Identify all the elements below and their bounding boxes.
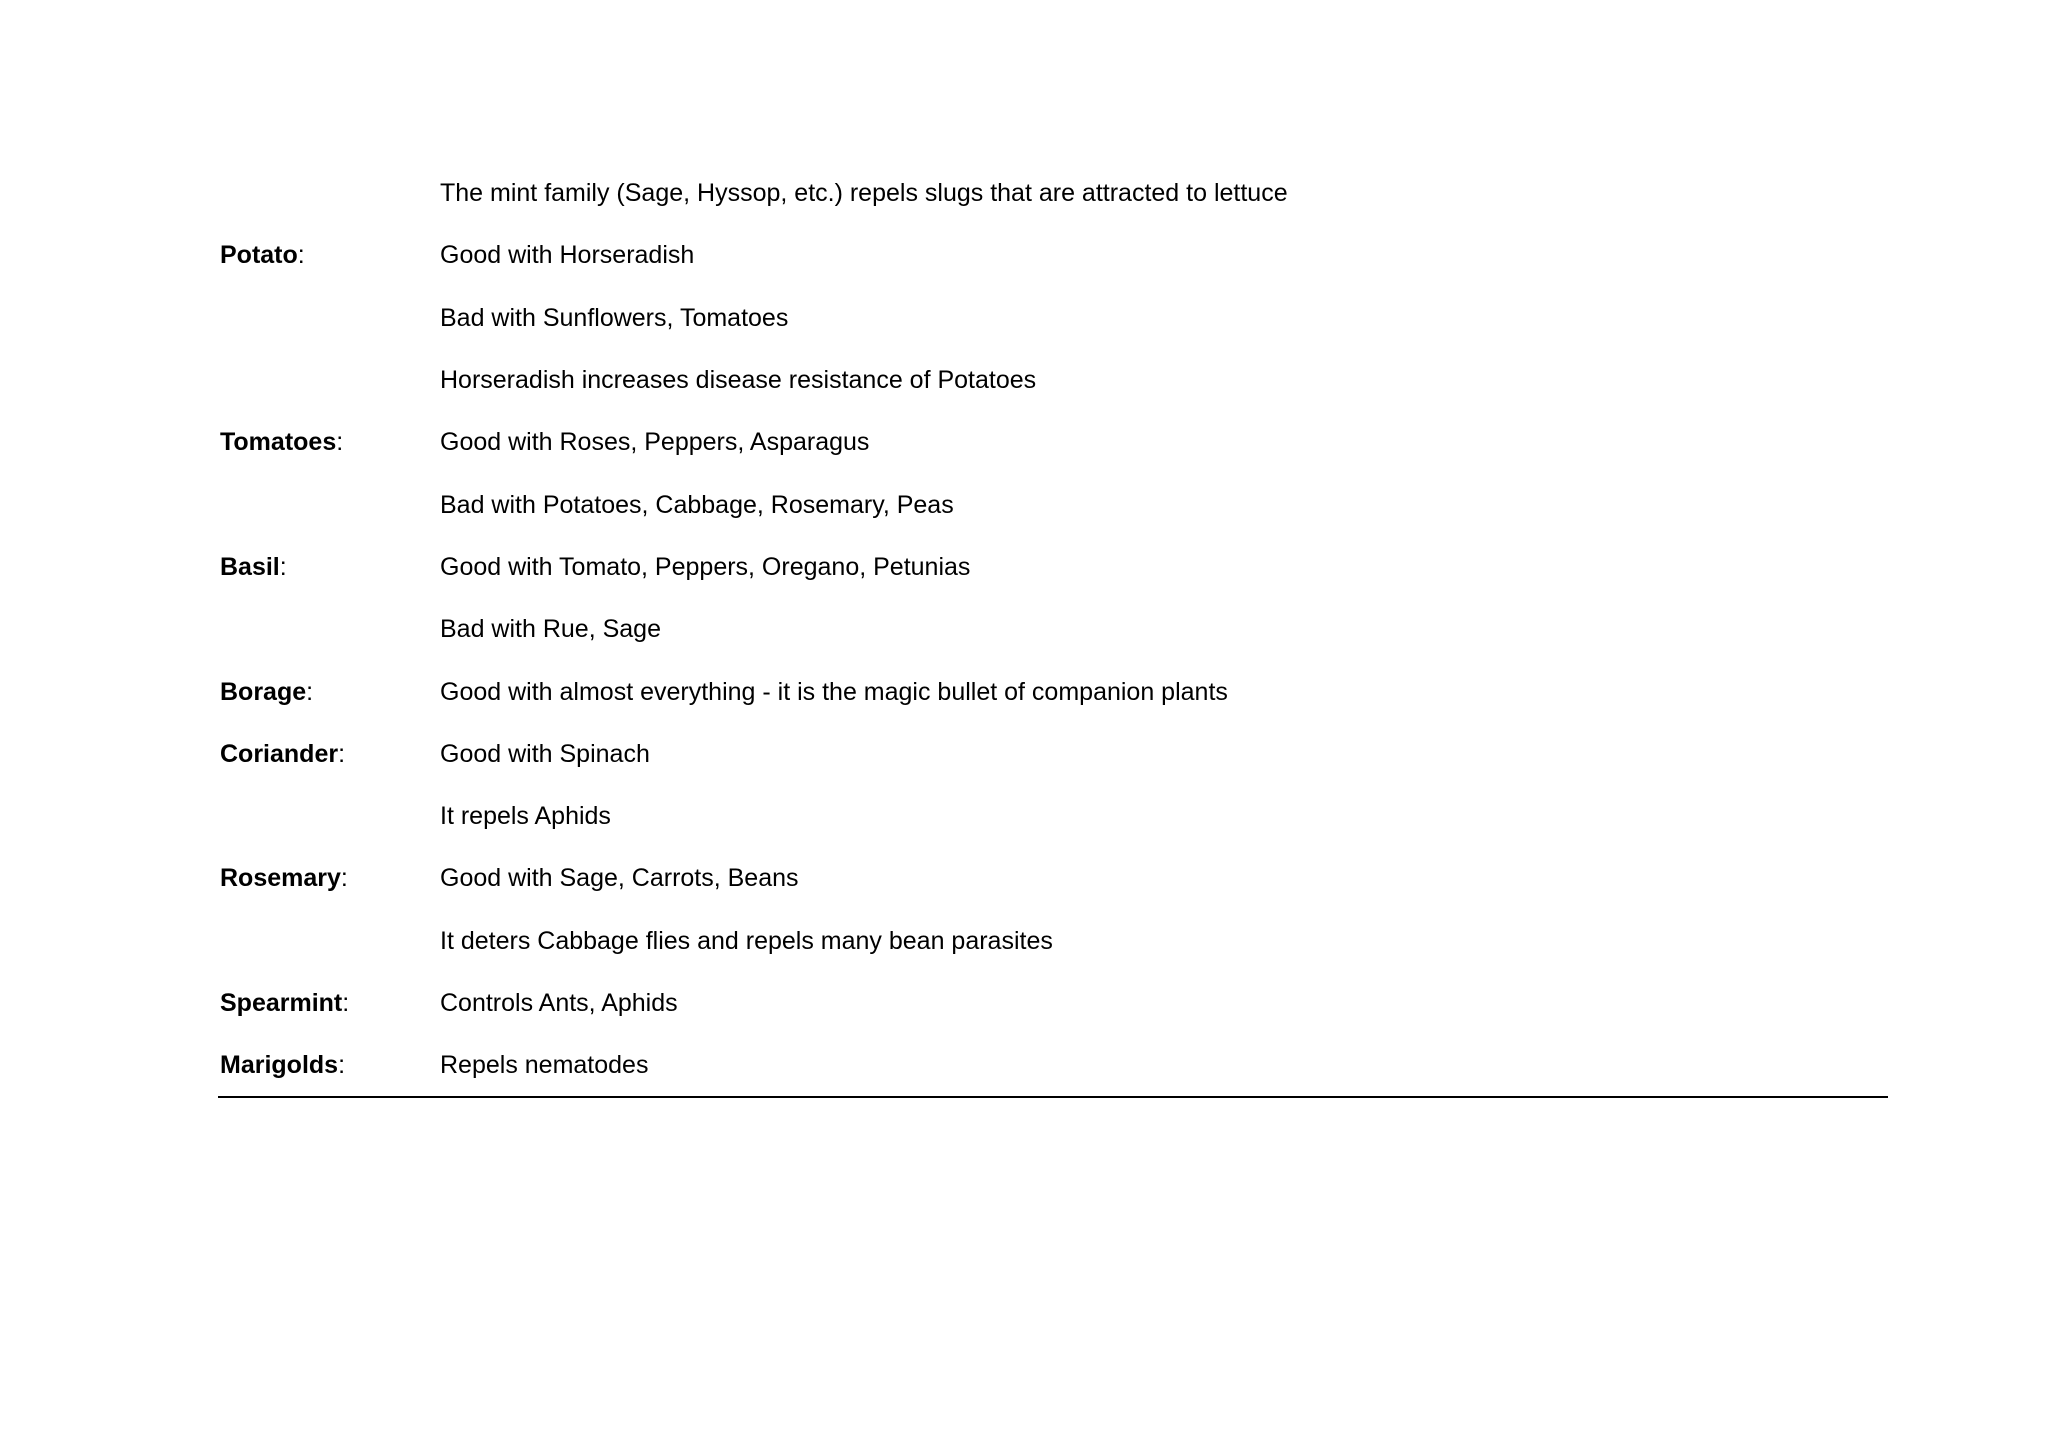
- plant-name: Marigolds: [220, 1051, 339, 1080]
- plant-name: Borage: [220, 677, 307, 706]
- plant-note: Good with Tomato, Peppers, Oregano, Petunias: [440, 552, 971, 581]
- table-row: [218, 162, 1888, 224]
- plant-label: Rosemary:: [220, 864, 348, 893]
- table-row: [218, 598, 1888, 660]
- plant-note: It deters Cabbage flies and repels many bean parasites: [440, 926, 1053, 955]
- plant-name: Coriander: [220, 739, 339, 768]
- plant-name: Rosemary: [220, 864, 341, 893]
- plant-name: Potato: [220, 241, 298, 270]
- plant-note: The mint family (Sage, Hyssop, etc.) repels slugs that are attracted to lettuce: [440, 179, 1288, 208]
- table-row: [218, 972, 1888, 1034]
- plant-label: Tomatoes:: [220, 428, 344, 457]
- plant-label: Potato:: [220, 241, 305, 270]
- table-row: [218, 536, 1888, 598]
- table-row: [218, 847, 1888, 909]
- table-row: [218, 224, 1888, 286]
- plant-note: It repels Aphids: [440, 802, 611, 831]
- plant-note: Good with almost everything - it is the magic bullet of companion plants: [440, 677, 1228, 706]
- plant-note: Repels nematodes: [440, 1051, 649, 1080]
- plant-label: Marigolds:: [220, 1051, 346, 1080]
- plant-label: Spearmint:: [220, 989, 350, 1017]
- plant-note: Good with Roses, Peppers, Asparagus: [440, 428, 870, 457]
- plant-note: Bad with Rue, Sage: [440, 615, 661, 644]
- table-row: [218, 660, 1888, 722]
- table-row: [218, 1034, 1888, 1096]
- plant-note: Bad with Sunflowers, Tomatoes: [440, 303, 789, 332]
- table-row: [218, 910, 1888, 972]
- plant-note: Good with Spinach: [440, 739, 650, 768]
- companion-plant-table: [218, 162, 1888, 1098]
- plant-name: Basil: [220, 552, 280, 581]
- plant-label: Borage:: [220, 677, 314, 706]
- plant-note: Good with Sage, Carrots, Beans: [440, 864, 799, 893]
- table-row: [218, 349, 1888, 411]
- table-row: [218, 723, 1888, 785]
- table-row: [218, 287, 1888, 349]
- table-row: [218, 473, 1888, 535]
- plant-label: Basil:: [220, 552, 287, 581]
- table-row: [218, 785, 1888, 847]
- plant-label: Coriander:: [220, 739, 346, 768]
- table-row: [218, 411, 1888, 473]
- plant-note: Bad with Potatoes, Cabbage, Rosemary, Peas: [440, 490, 954, 519]
- plant-note: Good with Horseradish: [440, 241, 695, 270]
- plant-name: Tomatoes: [220, 428, 337, 457]
- plant-name: Spearmint: [220, 989, 343, 1017]
- plant-note: Controls Ants, Aphids: [440, 989, 678, 1017]
- plant-note: Horseradish increases disease resistance of Potatoes: [440, 366, 1037, 395]
